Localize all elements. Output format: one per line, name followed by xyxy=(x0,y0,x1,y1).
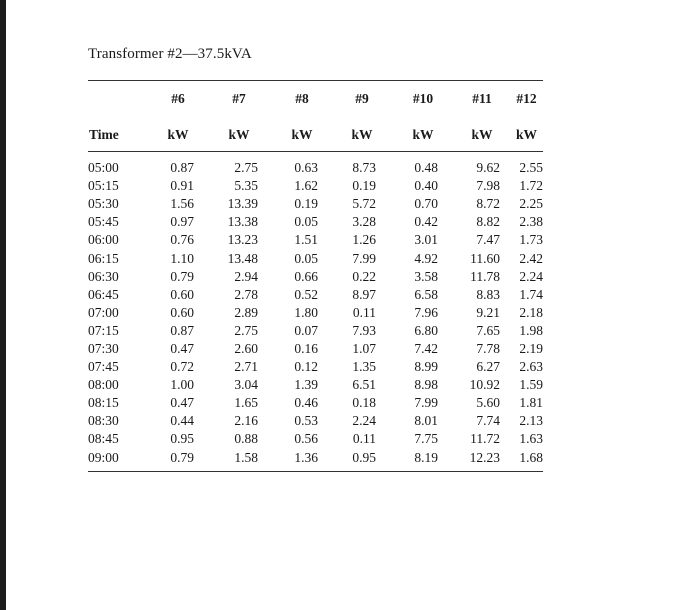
kw-cell: 0.79 xyxy=(150,449,206,472)
time-cell: 05:30 xyxy=(88,196,119,212)
kw-cell: 1.35 xyxy=(352,359,376,375)
kw-cell: 0.79 xyxy=(170,268,194,284)
kw-cell: 2.42 xyxy=(519,250,543,266)
kw-cell: 7.93 xyxy=(352,322,376,338)
kw-cell: 2.89 xyxy=(234,304,258,320)
kw-cell: 0.91 xyxy=(170,178,194,194)
time-cell: 05:00 xyxy=(88,160,119,176)
header-cell: Time xyxy=(88,119,150,152)
kw-cell: 4.92 xyxy=(414,250,438,266)
time-cell: 08:30 xyxy=(88,413,119,429)
table-row xyxy=(88,286,543,304)
table-row xyxy=(88,394,543,412)
header-cell: #9 xyxy=(332,81,392,120)
document-title: Transformer #2—37.5kVA xyxy=(88,46,252,62)
time-cell: 06:30 xyxy=(88,268,119,284)
kw-cell: 0.76 xyxy=(170,232,194,248)
table-row xyxy=(88,358,543,376)
header-cell xyxy=(88,81,150,120)
header-row-units xyxy=(88,119,543,152)
table-row xyxy=(88,322,543,340)
time-cell: 07:30 xyxy=(88,340,119,356)
kw-cell: 8.97 xyxy=(352,286,376,302)
header-cell: #11 xyxy=(454,81,510,120)
kw-cell: 1.74 xyxy=(519,286,543,302)
time-cell: 07:45 xyxy=(88,359,119,375)
kw-cell: 9.21 xyxy=(476,304,500,320)
kw-cell: 13.23 xyxy=(227,232,258,248)
table-row xyxy=(88,177,543,195)
kw-cell: 1.00 xyxy=(170,377,194,393)
kw-cell: 0.87 xyxy=(170,160,194,176)
kw-cell: 8.99 xyxy=(414,359,438,375)
kw-cell: 0.46 xyxy=(294,395,318,411)
header-cell: #6 xyxy=(150,81,206,120)
kw-cell: 2.38 xyxy=(519,214,543,230)
kw-cell: 1.65 xyxy=(234,395,258,411)
kw-cell: 9.62 xyxy=(476,160,500,176)
kw-cell: 1.39 xyxy=(294,377,318,393)
table-row xyxy=(88,152,543,178)
kw-cell: 1.51 xyxy=(294,232,318,248)
kw-cell: 8.82 xyxy=(476,214,500,230)
header-cell: #7 xyxy=(206,81,272,120)
kw-cell: 0.56 xyxy=(294,431,318,447)
kw-cell: 5.60 xyxy=(476,395,500,411)
table-body xyxy=(88,152,543,472)
kw-cell: 8.19 xyxy=(392,449,454,472)
header-cell: #10 xyxy=(392,81,454,120)
kw-cell: 2.18 xyxy=(519,304,543,320)
kw-cell: 1.73 xyxy=(519,232,543,248)
kw-cell: 2.25 xyxy=(519,196,543,212)
kw-cell: 2.71 xyxy=(234,359,258,375)
kw-cell: 0.16 xyxy=(294,340,318,356)
kw-cell: 7.98 xyxy=(476,178,500,194)
kw-cell: 11.60 xyxy=(470,250,500,266)
kw-cell: 1.63 xyxy=(519,431,543,447)
kw-cell: 1.68 xyxy=(510,449,543,472)
kw-cell: 0.18 xyxy=(352,395,376,411)
table-row xyxy=(88,340,543,358)
header-cell: kW xyxy=(454,119,510,152)
kw-cell: 1.59 xyxy=(519,377,543,393)
kw-cell: 0.19 xyxy=(352,178,376,194)
kw-cell: 1.72 xyxy=(519,178,543,194)
header-cell: kW xyxy=(150,119,206,152)
kw-cell: 8.73 xyxy=(352,160,376,176)
kw-cell: 2.60 xyxy=(234,340,258,356)
table-row xyxy=(88,304,543,322)
kw-cell: 2.16 xyxy=(234,413,258,429)
kw-cell: 13.39 xyxy=(227,196,258,212)
kw-cell: 7.42 xyxy=(414,340,438,356)
kw-cell: 11.72 xyxy=(470,431,500,447)
header-cell: #8 xyxy=(272,81,332,120)
kw-cell: 0.47 xyxy=(170,395,194,411)
kw-cell: 0.60 xyxy=(170,286,194,302)
kw-cell: 2.24 xyxy=(519,268,543,284)
kw-cell: 1.07 xyxy=(352,340,376,356)
kw-cell: 12.23 xyxy=(454,449,510,472)
time-cell: 07:15 xyxy=(88,322,119,338)
kw-cell: 13.38 xyxy=(227,214,258,230)
table-row xyxy=(88,430,543,448)
kw-cell: 1.58 xyxy=(206,449,272,472)
kw-cell: 11.78 xyxy=(470,268,500,284)
kw-cell: 0.12 xyxy=(294,359,318,375)
kw-cell: 1.10 xyxy=(170,250,194,266)
kw-cell: 1.26 xyxy=(352,232,376,248)
kw-cell: 5.72 xyxy=(352,196,376,212)
time-cell: 08:45 xyxy=(88,431,119,447)
kw-cell: 8.98 xyxy=(414,377,438,393)
kw-cell: 2.13 xyxy=(519,413,543,429)
table-row xyxy=(88,213,543,231)
kw-cell: 1.62 xyxy=(294,178,318,194)
kw-cell: 0.63 xyxy=(294,160,318,176)
kw-cell: 0.66 xyxy=(294,268,318,284)
kw-cell: 0.88 xyxy=(234,431,258,447)
kw-cell: 10.92 xyxy=(469,377,500,393)
kw-cell: 8.01 xyxy=(414,413,438,429)
table-row xyxy=(88,268,543,286)
kw-cell: 0.44 xyxy=(170,413,194,429)
kw-cell: 7.99 xyxy=(414,395,438,411)
time-cell: 06:45 xyxy=(88,286,119,302)
kw-cell: 0.70 xyxy=(414,196,438,212)
kw-cell: 0.48 xyxy=(414,160,438,176)
kw-cell: 0.07 xyxy=(294,322,318,338)
time-cell: 09:00 xyxy=(88,449,150,472)
header-cell: kW xyxy=(332,119,392,152)
kw-cell: 0.60 xyxy=(170,304,194,320)
kw-cell: 1.81 xyxy=(519,395,543,411)
kw-cell: 6.58 xyxy=(414,286,438,302)
kw-cell: 3.04 xyxy=(234,377,258,393)
header-cell: kW xyxy=(206,119,272,152)
kw-cell: 0.72 xyxy=(170,359,194,375)
table-row xyxy=(88,231,543,249)
kw-cell: 0.97 xyxy=(170,214,194,230)
table-row xyxy=(88,195,543,213)
kw-cell: 0.95 xyxy=(332,449,392,472)
kw-cell: 0.11 xyxy=(352,304,376,320)
kw-cell: 2.75 xyxy=(234,322,258,338)
kw-cell: 6.27 xyxy=(476,359,500,375)
kw-cell: 3.01 xyxy=(414,232,438,248)
kw-cell: 1.36 xyxy=(272,449,332,472)
kw-cell: 6.80 xyxy=(414,322,438,338)
kw-cell: 2.63 xyxy=(519,359,543,375)
time-cell: 06:15 xyxy=(88,250,119,266)
time-cell: 05:45 xyxy=(88,214,119,230)
header-cell: #12 xyxy=(510,81,543,120)
kw-cell: 7.65 xyxy=(476,322,500,338)
kw-cell: 6.51 xyxy=(352,377,376,393)
kw-cell: 7.75 xyxy=(414,431,438,447)
kw-cell: 7.74 xyxy=(476,413,500,429)
kw-cell: 2.75 xyxy=(234,160,258,176)
header-cell: kW xyxy=(392,119,454,152)
kw-cell: 0.05 xyxy=(294,250,318,266)
kw-cell: 3.58 xyxy=(414,268,438,284)
header-row-numbers xyxy=(88,81,543,120)
kw-cell: 1.80 xyxy=(294,304,318,320)
kw-cell: 0.40 xyxy=(414,178,438,194)
kw-cell: 8.83 xyxy=(476,286,500,302)
window-edge xyxy=(0,0,6,610)
kw-cell: 3.28 xyxy=(352,214,376,230)
kw-cell: 2.19 xyxy=(519,340,543,356)
kw-cell: 7.99 xyxy=(352,250,376,266)
table-row xyxy=(88,249,543,267)
kw-cell: 0.19 xyxy=(294,196,318,212)
kw-cell: 0.87 xyxy=(170,322,194,338)
kw-cell: 0.53 xyxy=(294,413,318,429)
kw-cell: 2.78 xyxy=(234,286,258,302)
kw-cell: 1.98 xyxy=(519,322,543,338)
kw-cell: 1.56 xyxy=(170,196,194,212)
kw-cell: 13.48 xyxy=(227,250,258,266)
kw-cell: 0.47 xyxy=(170,340,194,356)
time-cell: 06:00 xyxy=(88,232,119,248)
kw-cell: 7.96 xyxy=(414,304,438,320)
kw-cell: 7.47 xyxy=(476,232,500,248)
time-cell: 08:00 xyxy=(88,377,119,393)
kw-cell: 2.94 xyxy=(234,268,258,284)
kw-cell: 2.55 xyxy=(519,160,543,176)
time-cell: 08:15 xyxy=(88,395,119,411)
kw-cell: 5.35 xyxy=(234,178,258,194)
header-cell: kW xyxy=(272,119,332,152)
kw-cell: 0.95 xyxy=(170,431,194,447)
header-cell: kW xyxy=(510,119,543,152)
time-cell: 07:00 xyxy=(88,304,119,320)
table-row xyxy=(88,412,543,430)
kw-cell: 0.05 xyxy=(294,214,318,230)
kw-cell: 8.72 xyxy=(476,196,500,212)
kw-cell: 2.24 xyxy=(352,413,376,429)
kw-cell: 0.22 xyxy=(352,268,376,284)
load-table xyxy=(88,80,543,472)
kw-cell: 7.78 xyxy=(476,340,500,356)
table-row xyxy=(88,449,543,472)
kw-cell: 0.11 xyxy=(352,431,376,447)
time-cell: 05:15 xyxy=(88,178,119,194)
table-row xyxy=(88,376,543,394)
kw-cell: 0.52 xyxy=(294,286,318,302)
kw-cell: 0.42 xyxy=(414,214,438,230)
